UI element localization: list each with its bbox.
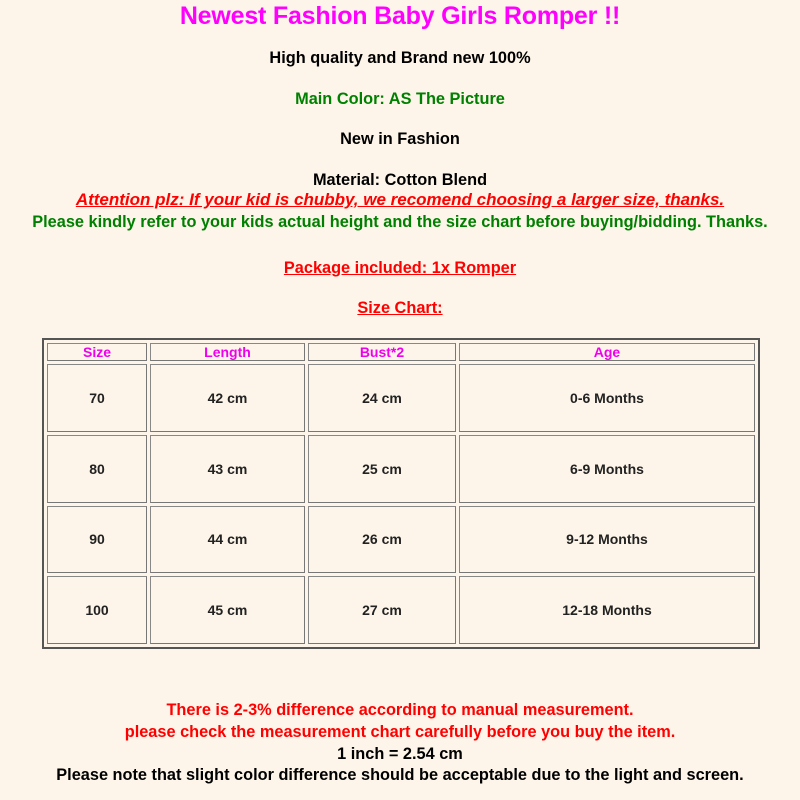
cell-age: 0-6 Months [459,364,755,432]
table-row [47,506,755,574]
cell-bust: 26 cm [308,506,456,574]
cell-age: 6-9 Months [459,435,755,503]
header-length: Length [150,343,305,361]
cell-size: 80 [47,435,147,503]
attention-text: Attention plz: If your kid is chubby, we recomend choosing a larger size, thanks. [75,190,725,209]
color-note: Please note that slight color difference should be acceptable due to the light and screen. [56,765,744,784]
cell-bust: 24 cm [308,364,456,432]
quality-text: High quality and Brand new 100% [269,48,531,67]
header-bust: Bust*2 [308,343,456,361]
cell-size: 70 [47,364,147,432]
size-chart-label: Size Chart: [357,298,443,317]
cell-size: 90 [47,506,147,574]
cell-age: 9-12 Months [459,506,755,574]
size-chart-table [42,338,760,649]
main-color-text: Main Color: AS The Picture [295,89,505,108]
cell-length: 44 cm [150,506,305,574]
cell-length: 43 cm [150,435,305,503]
cell-length: 45 cm [150,576,305,644]
cell-age: 12-18 Months [459,576,755,644]
difference-note: There is 2-3% difference according to manual measurement. [166,700,634,719]
cell-bust: 25 cm [308,435,456,503]
check-note: please check the measurement chart carefully before you buy the item. [124,722,676,741]
table-row [47,576,755,644]
material-text: Material: Cotton Blend [312,170,488,189]
package-text: Package included: 1x Romper [283,258,517,277]
fashion-text: New in Fashion [340,129,460,148]
header-size: Size [47,343,147,361]
table-row [47,364,755,432]
table-row [47,435,755,503]
refer-text: Please kindly refer to your kids actual height and the size chart before buying/bidding. Thanks. [32,212,768,231]
header-age: Age [459,343,755,361]
cell-bust: 27 cm [308,576,456,644]
page-title: Newest Fashion Baby Girls Romper !! [179,2,621,30]
cell-size: 100 [47,576,147,644]
inch-conversion: 1 inch = 2.54 cm [337,744,463,763]
cell-length: 42 cm [150,364,305,432]
table-header-row [47,343,755,361]
